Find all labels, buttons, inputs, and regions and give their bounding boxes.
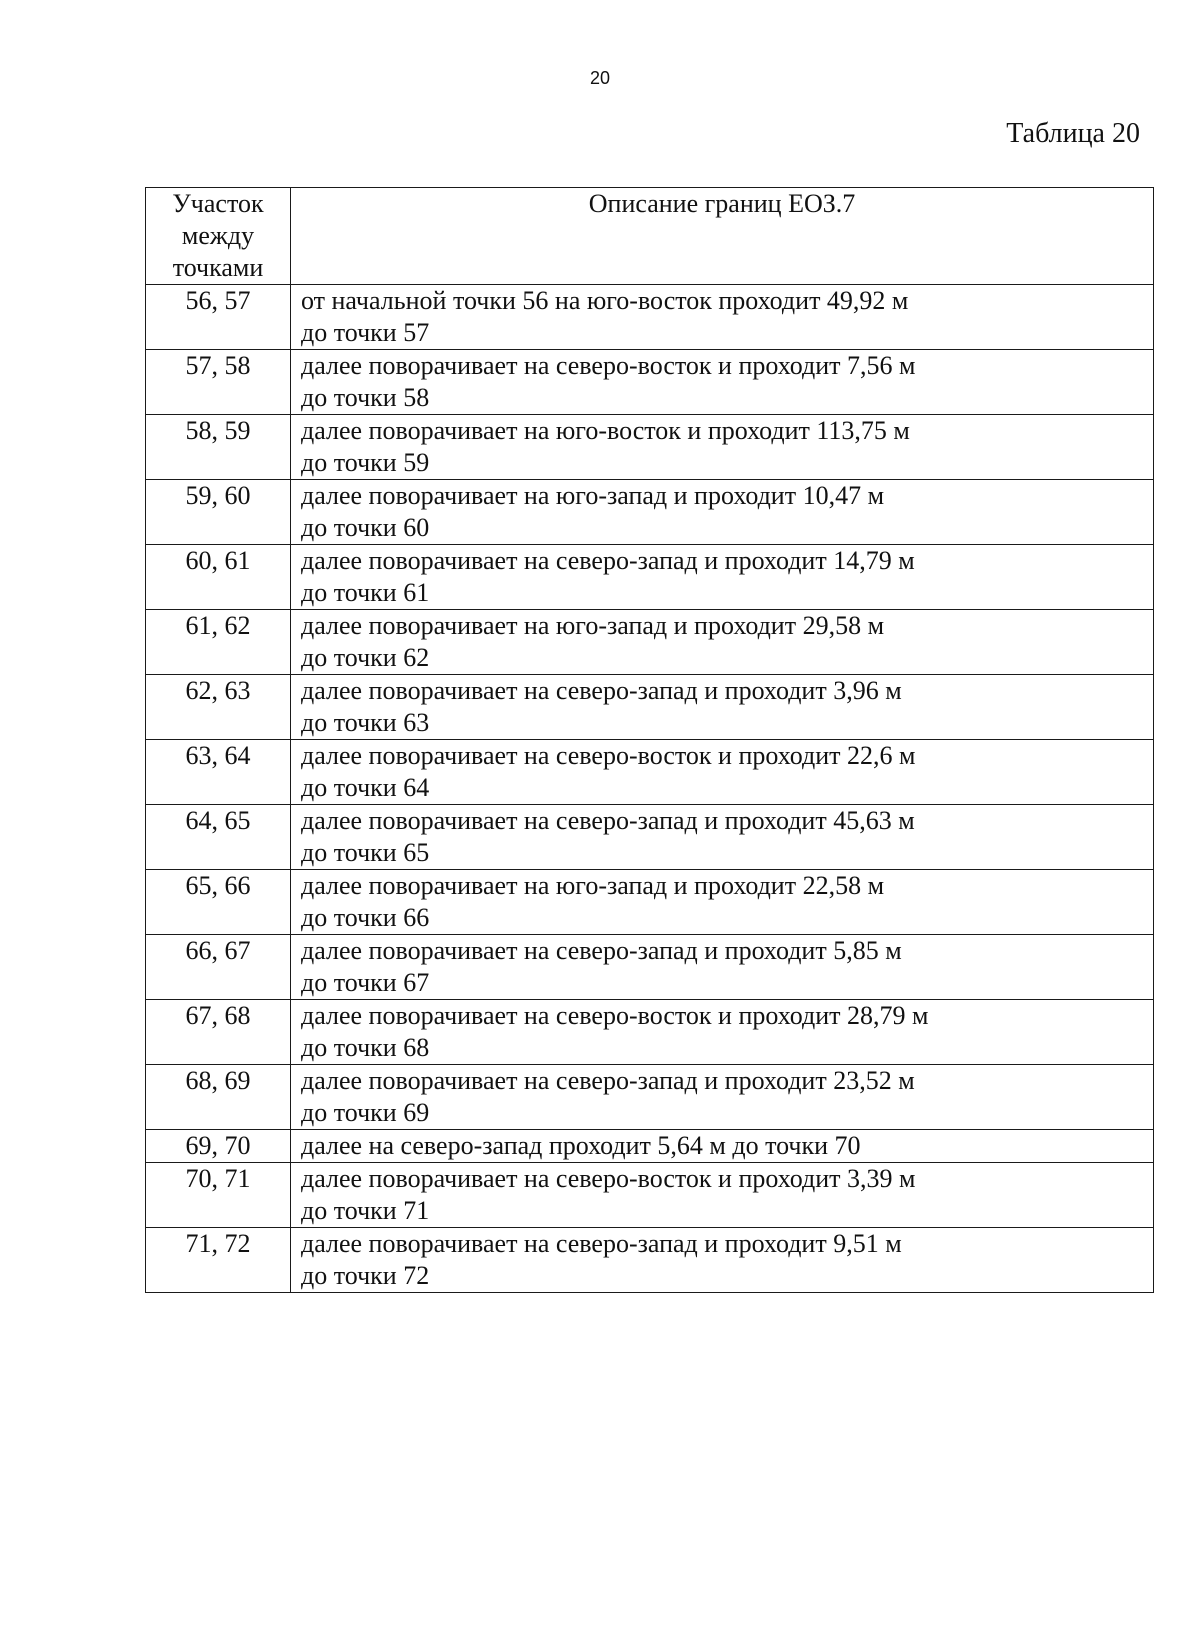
table-row — [146, 285, 1154, 350]
table-row — [146, 675, 1154, 740]
description-line-2: до точки 60 — [301, 513, 430, 542]
segment-cell: 57, 58 — [146, 350, 291, 415]
description-line-2: до точки 71 — [301, 1196, 430, 1225]
page-number: 20 — [589, 68, 611, 88]
description-line-1: далее поворачивает на северо-запад и проходит 9,51 м — [301, 1229, 902, 1258]
description-cell — [291, 545, 1154, 610]
header-description: Описание границ ЕОЗ.7 — [291, 188, 1154, 285]
description-cell — [291, 935, 1154, 1000]
description-line-1: далее поворачивает на юго-запад и проходит 22,58 м — [301, 871, 885, 900]
description-line-2: до точки 63 — [301, 708, 430, 737]
table-row — [146, 1228, 1154, 1293]
description-line-1: далее поворачивает на северо-запад и проходит 23,52 м — [301, 1066, 915, 1095]
description-line-1: далее поворачивает на северо-запад и проходит 14,79 м — [301, 546, 915, 575]
segment-cell: 62, 63 — [146, 675, 291, 740]
description-line-2: до точки 62 — [301, 643, 430, 672]
description-cell — [291, 805, 1154, 870]
description-cell — [291, 480, 1154, 545]
description-cell — [291, 1228, 1154, 1293]
table-row — [146, 740, 1154, 805]
description-line-1: далее поворачивает на северо-восток и проходит 7,56 м — [301, 351, 916, 380]
description-cell — [291, 870, 1154, 935]
segment-cell: 61, 62 — [146, 610, 291, 675]
description-line-1: далее поворачивает на северо-запад и проходит 45,63 м — [301, 806, 915, 835]
description-line-2: до точки 64 — [301, 773, 430, 802]
boundary-table — [145, 187, 1154, 1293]
segment-cell: 56, 57 — [146, 285, 291, 350]
description-line-1: далее поворачивает на юго-запад и проходит 29,58 м — [301, 611, 885, 640]
description-cell — [291, 740, 1154, 805]
header-segment: Участок между точками — [146, 188, 291, 285]
description-cell — [291, 1163, 1154, 1228]
segment-cell: 68, 69 — [146, 1065, 291, 1130]
segment-cell: 60, 61 — [146, 545, 291, 610]
segment-cell: 69, 70 — [146, 1130, 291, 1163]
description-cell — [291, 350, 1154, 415]
description-line-2: до точки 61 — [301, 578, 430, 607]
description-line-1: далее поворачивает на северо-восток и проходит 28,79 м — [301, 1001, 929, 1030]
description-cell — [291, 285, 1154, 350]
description-line-1: далее поворачивает на юго-запад и проходит 10,47 м — [301, 481, 885, 510]
description-line-1: далее поворачивает на северо-восток и проходит 22,6 м — [301, 741, 916, 770]
table-row — [146, 350, 1154, 415]
table-row — [146, 1065, 1154, 1130]
segment-cell: 64, 65 — [146, 805, 291, 870]
description-line-2: до точки 65 — [301, 838, 430, 867]
table-row — [146, 1000, 1154, 1065]
segment-cell: 63, 64 — [146, 740, 291, 805]
description-line-2: до точки 66 — [301, 903, 430, 932]
segment-cell: 58, 59 — [146, 415, 291, 480]
description-line-2: до точки 59 — [301, 448, 430, 477]
description-line-2: до точки 69 — [301, 1098, 430, 1127]
description-cell — [291, 1000, 1154, 1065]
table-row — [146, 805, 1154, 870]
segment-cell: 67, 68 — [146, 1000, 291, 1065]
description-line-2: до точки 68 — [301, 1033, 430, 1062]
description-cell — [291, 1130, 1154, 1163]
table-body — [146, 285, 1154, 1293]
table-row — [146, 545, 1154, 610]
description-cell — [291, 675, 1154, 740]
description-line-1: далее поворачивает на юго-восток и проходит 113,75 м — [301, 416, 910, 445]
description-cell — [291, 415, 1154, 480]
table-row — [146, 1130, 1154, 1163]
description-line-1: далее на северо-запад проходит 5,64 м до точки 70 — [301, 1131, 861, 1160]
description-cell — [291, 610, 1154, 675]
description-line-2: до точки 58 — [301, 383, 430, 412]
description-line-1: от начальной точки 56 на юго-восток проходит 49,92 м — [301, 286, 909, 315]
table-header-row — [146, 188, 1154, 285]
description-line-2: до точки 57 — [301, 318, 430, 347]
description-line-1: далее поворачивает на северо-запад и проходит 5,85 м — [301, 936, 902, 965]
segment-cell: 71, 72 — [146, 1228, 291, 1293]
description-line-1: далее поворачивает на северо-восток и проходит 3,39 м — [301, 1164, 916, 1193]
segment-cell: 65, 66 — [146, 870, 291, 935]
segment-cell: 66, 67 — [146, 935, 291, 1000]
description-cell — [291, 1065, 1154, 1130]
table-row — [146, 415, 1154, 480]
table-row — [146, 480, 1154, 545]
segment-cell: 59, 60 — [146, 480, 291, 545]
description-line-1: далее поворачивает на северо-запад и проходит 3,96 м — [301, 676, 902, 705]
description-line-2: до точки 67 — [301, 968, 430, 997]
description-line-2: до точки 72 — [301, 1261, 430, 1290]
segment-cell: 70, 71 — [146, 1163, 291, 1228]
table-row — [146, 935, 1154, 1000]
table-row — [146, 870, 1154, 935]
table-caption: Таблица 20 — [1006, 118, 1140, 149]
table-row — [146, 610, 1154, 675]
table-row — [146, 1163, 1154, 1228]
